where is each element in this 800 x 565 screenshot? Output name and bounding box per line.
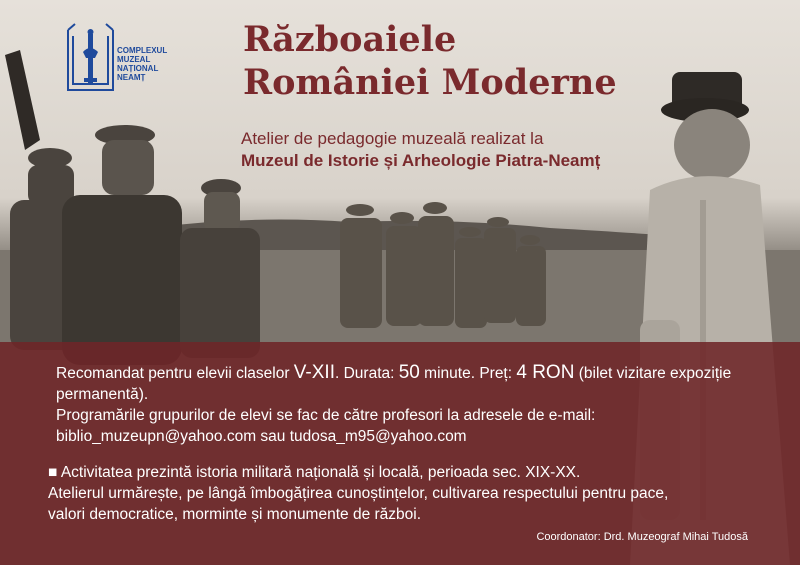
coordinator-credit: Coordonator: Drd. Muzeograf Mihai Tudosă <box>536 531 748 543</box>
activity-line-3: valori democratice, morminte și monumente de război. <box>48 506 422 523</box>
booking-paragraph: Programările grupurilor de elevi se fac de către profesori la adresele de e-mail: <box>56 407 596 424</box>
logo-line: NAȚIONAL <box>117 64 159 73</box>
activity-line-2: Atelierul urmărește, pe lângă îmbogățirea cunoștințelor, cultivarea respectului pentru pace, <box>48 485 669 502</box>
activity-text <box>48 462 788 525</box>
museum-logo-text <box>117 46 187 82</box>
title-line-2: României Moderne <box>243 62 617 103</box>
price-value: 4 RON <box>516 362 575 383</box>
activity-line-1-text: Activitatea prezintă istoria militară națională și locală, perioada sec. XIX-XX. <box>57 464 581 481</box>
activity-line-1 <box>48 462 788 483</box>
logo-line: COMPLEXUL <box>117 46 168 55</box>
duration-value: 50 <box>398 362 420 383</box>
recommendation-paragraph <box>56 362 776 405</box>
logo-line: NEAMȚ <box>117 73 146 82</box>
info-text <box>56 362 776 447</box>
logo-line: MUZEAL <box>117 55 151 64</box>
info-text-c: minute. Preț: <box>419 365 517 382</box>
classes-value: V-XII <box>293 362 335 383</box>
email-addresses: biblio_muzeupn@yahoo.com sau tudosa_m95@yahoo.com <box>56 428 467 445</box>
info-text-a: Recomandat pentru elevii claselor <box>56 365 294 382</box>
info-text-d: (bilet vizitare expoziție permanentă). <box>56 365 732 403</box>
poster-title <box>243 18 617 104</box>
title-line-1: Războaiele <box>243 19 457 60</box>
info-text-b: . Durata: <box>334 365 399 382</box>
subtitle-line-2: Muzeul de Istorie și Arheologie Piatra-Neamț <box>241 151 601 170</box>
subtitle-line-1: Atelier de pedagogie muzeală realizat la <box>241 129 544 148</box>
bullet-icon: ■ <box>48 464 58 481</box>
poster-subtitle <box>241 128 600 172</box>
